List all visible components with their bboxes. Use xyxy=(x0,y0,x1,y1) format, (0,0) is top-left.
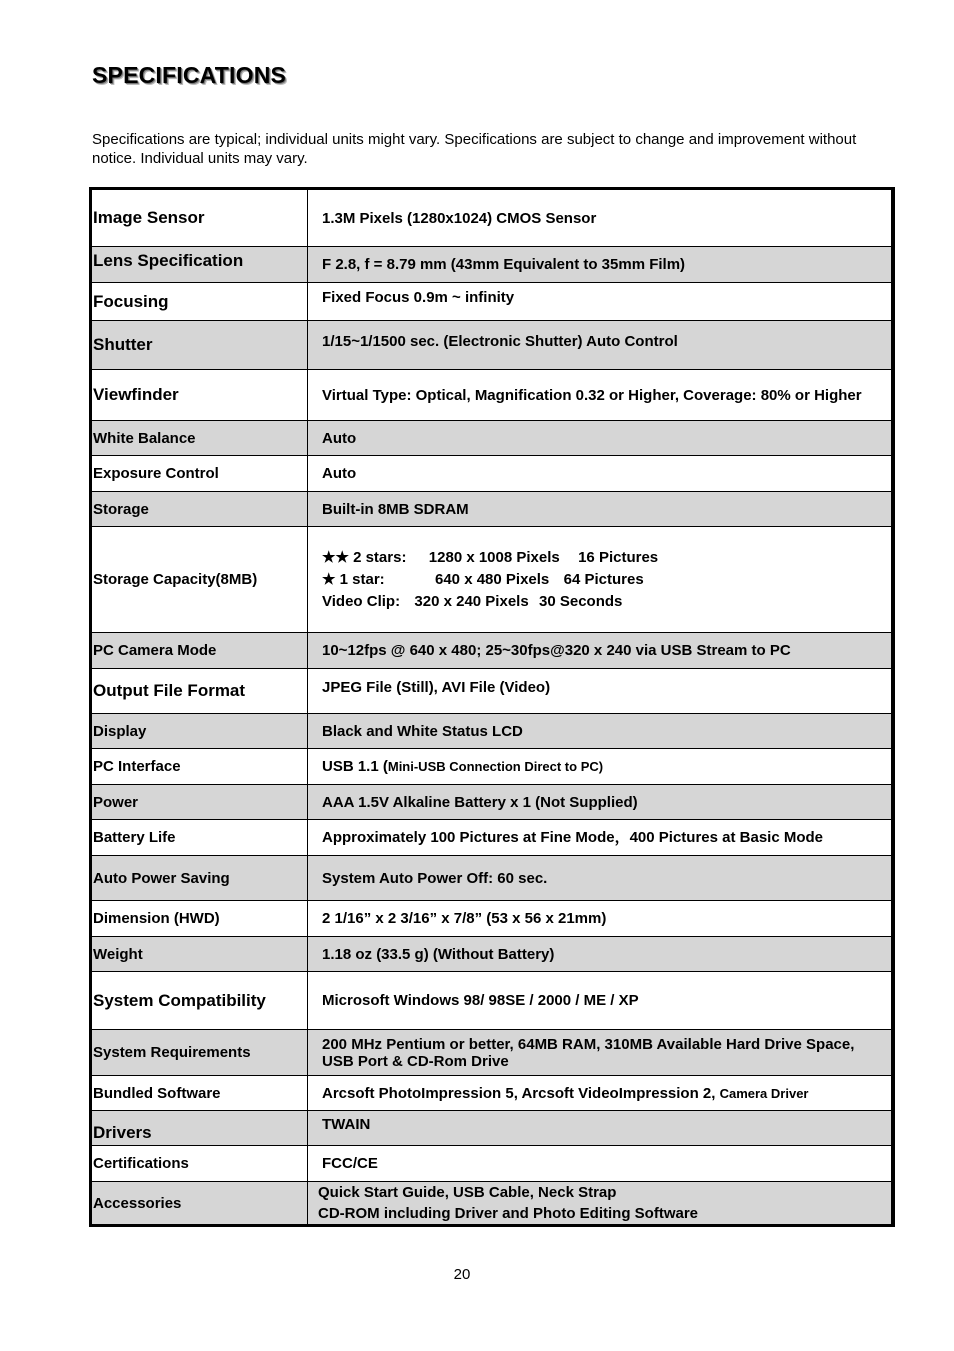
spec-value: JPEG File (Still), AVI File (Video) xyxy=(308,669,894,714)
spec-value: FCC/CE xyxy=(308,1146,894,1182)
table-row xyxy=(91,633,894,669)
spec-value-line: Quick Start Guide, USB Cable, Neck Strap xyxy=(318,1184,617,1201)
spec-label: Auto Power Saving xyxy=(91,856,308,901)
spec-value xyxy=(308,1076,894,1111)
spec-value: Fixed Focus 0.9m ~ infinity xyxy=(308,283,894,321)
capacity-resolution: 1280 x 1008 Pixels xyxy=(428,548,560,566)
capacity-video-line xyxy=(322,591,883,613)
spec-value: 200 MHz Pentium or better, 64MB RAM, 310MB Available Hard Drive Space, USB Port & CD-Rom Drive xyxy=(308,1030,894,1076)
table-row xyxy=(91,714,894,749)
spec-value: 1.3M Pixels (1280x1024) CMOS Sensor xyxy=(308,189,894,247)
table-row xyxy=(91,456,894,492)
capacity-resolution: 640 x 480 Pixels xyxy=(435,570,550,588)
spec-value-small: Mini-USB Connection Direct to PC) xyxy=(387,759,604,774)
spec-value: F 2.8, f = 8.79 mm (43mm Equivalent to 35mm Film) xyxy=(308,247,894,283)
table-row xyxy=(91,937,894,972)
table-row xyxy=(91,820,894,856)
page-title: SPECIFICATIONS xyxy=(92,62,287,88)
spec-value-main: USB 1.1 ( xyxy=(322,758,388,775)
spec-label: Lens Specification xyxy=(91,247,308,283)
table-row xyxy=(91,189,894,247)
spec-value: TWAIN xyxy=(308,1111,894,1146)
capacity-label: Video Clip: xyxy=(322,592,401,610)
spec-value: Microsoft Windows 98/ 98SE / 2000 / ME / XP xyxy=(308,972,894,1030)
spec-value: 2 1/16” x 2 3/16” x 7/8” (53 x 56 x 21mm) xyxy=(308,901,894,937)
spec-label: Certifications xyxy=(91,1146,308,1182)
capacity-label: 1 star: xyxy=(339,570,385,588)
spec-label: White Balance xyxy=(91,421,308,456)
spec-label: System Requirements xyxy=(91,1030,308,1076)
spec-value: 10~12fps @ 640 x 480; 25~30fps@320 x 240 via USB Stream to PC xyxy=(308,633,894,669)
spec-label: Accessories xyxy=(91,1182,308,1226)
spec-value: System Auto Power Off: 60 sec. xyxy=(308,856,894,901)
spec-value-line: CD-ROM including Driver and Photo Editing Software xyxy=(318,1205,699,1222)
spec-label: Dimension (HWD) xyxy=(91,901,308,937)
spec-label: Exposure Control xyxy=(91,456,308,492)
spec-label: PC Camera Mode xyxy=(91,633,308,669)
spec-label: Bundled Software xyxy=(91,1076,308,1111)
table-row xyxy=(91,527,894,633)
spec-value xyxy=(308,1182,894,1226)
spec-value: Auto xyxy=(308,421,894,456)
capacity-count: 16 Pictures xyxy=(578,548,659,566)
capacity-two-star-line xyxy=(322,547,883,569)
table-row xyxy=(91,669,894,714)
spec-label: Display xyxy=(91,714,308,749)
spec-value-main: Arcsoft PhotoImpression 5, Arcsoft VideoImpression 2, xyxy=(322,1084,720,1102)
spec-label: Battery Life xyxy=(91,820,308,856)
specifications-table xyxy=(89,187,895,1227)
table-row xyxy=(91,1076,894,1111)
spec-label: Shutter xyxy=(91,321,308,370)
capacity-count: 64 Pictures xyxy=(563,570,644,588)
table-row xyxy=(91,370,894,421)
spec-label: Storage xyxy=(91,492,308,527)
spec-label: Viewfinder xyxy=(91,370,308,421)
spec-value: Auto xyxy=(308,456,894,492)
spec-label: Focusing xyxy=(91,283,308,321)
table-row xyxy=(91,321,894,370)
spec-label: Image Sensor xyxy=(91,189,308,247)
table-row xyxy=(91,1182,894,1226)
spec-value xyxy=(308,527,894,633)
table-row xyxy=(91,1111,894,1146)
intro-paragraph: Specifications are typical; individual units might vary. Specifications are subject to change and improvement without notice. Individual units may vary. xyxy=(92,131,857,167)
spec-value: Approximately 100 Pictures at Fine Mode，400 Pictures at Basic Mode xyxy=(308,820,894,856)
table-row xyxy=(91,901,894,937)
spec-value: Virtual Type: Optical, Magnification 0.32 or Higher, Coverage: 80% or Higher xyxy=(308,370,894,421)
table-row xyxy=(91,856,894,901)
table-row xyxy=(91,1030,894,1076)
table-row xyxy=(91,1146,894,1182)
spec-label: Power xyxy=(91,785,308,820)
spec-label: Storage Capacity(8MB) xyxy=(91,527,308,633)
star-icon: ★ xyxy=(322,570,336,588)
spec-label: PC Interface xyxy=(91,749,308,785)
spec-label: System Compatibility xyxy=(91,972,308,1030)
capacity-count: 30 Seconds xyxy=(539,592,623,610)
capacity-resolution: 320 x 240 Pixels xyxy=(414,592,529,610)
spec-value-small: Camera Driver xyxy=(719,1085,809,1101)
spec-label: Weight xyxy=(91,937,308,972)
page-number: 20 xyxy=(453,1266,471,1283)
star-icon: ★★ xyxy=(322,548,349,566)
table-row xyxy=(91,972,894,1030)
spec-label: Drivers xyxy=(91,1111,308,1146)
capacity-one-star-line xyxy=(322,569,883,591)
spec-label: Output File Format xyxy=(91,669,308,714)
table-row xyxy=(91,283,894,321)
table-row xyxy=(91,247,894,283)
spec-value: AAA 1.5V Alkaline Battery x 1 (Not Supplied) xyxy=(308,785,894,820)
spec-value: Built-in 8MB SDRAM xyxy=(308,492,894,527)
table-row xyxy=(91,492,894,527)
spec-value: 1/15~1/1500 sec. (Electronic Shutter) Auto Control xyxy=(308,321,894,370)
table-row xyxy=(91,749,894,785)
spec-value xyxy=(308,749,894,785)
capacity-label: 2 stars: xyxy=(353,548,407,566)
table-row xyxy=(91,421,894,456)
spec-value: Black and White Status LCD xyxy=(308,714,894,749)
table-row xyxy=(91,785,894,820)
spec-value: 1.18 oz (33.5 g) (Without Battery) xyxy=(308,937,894,972)
